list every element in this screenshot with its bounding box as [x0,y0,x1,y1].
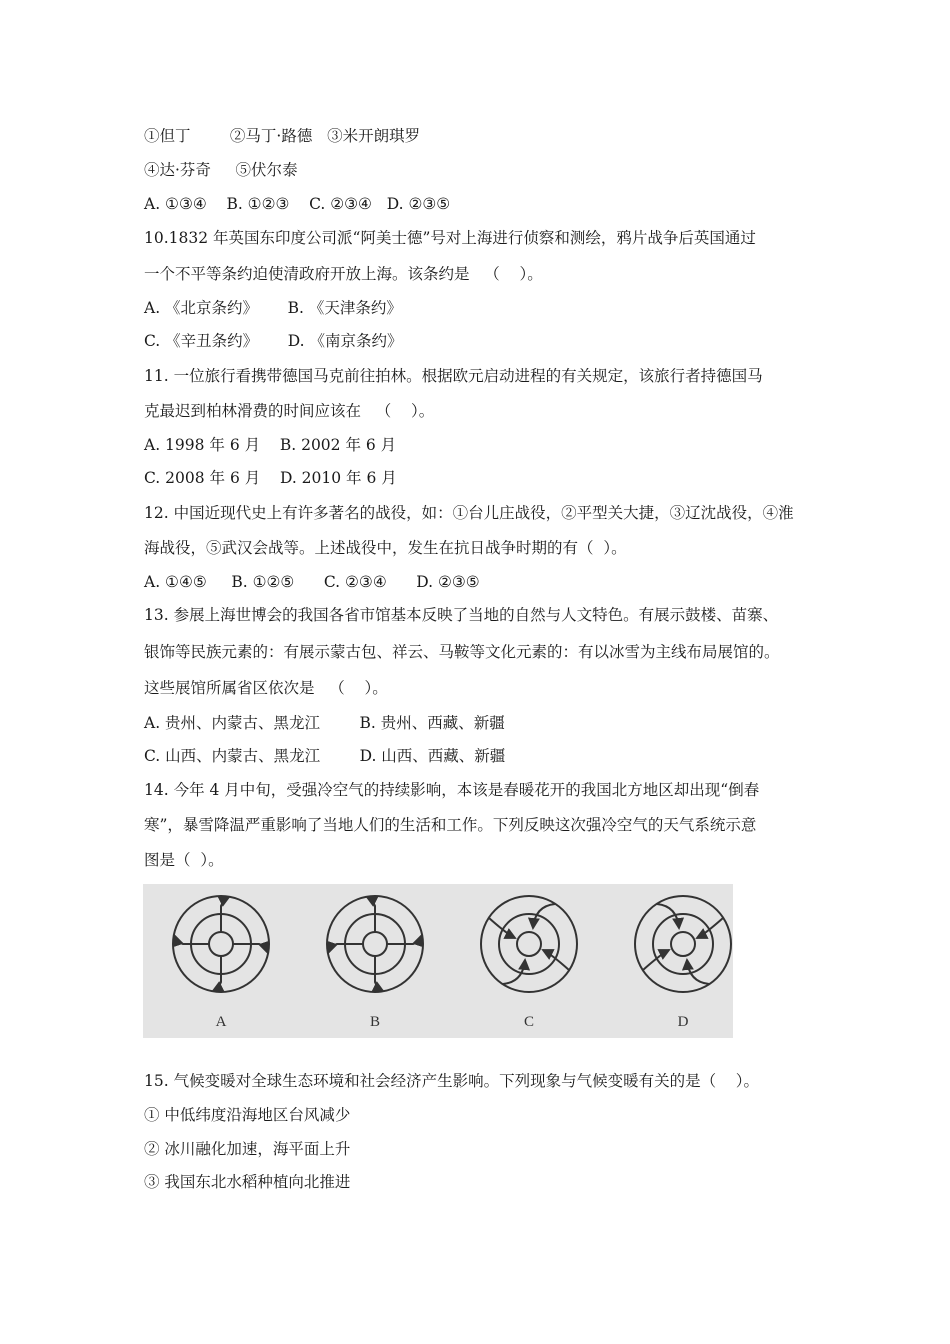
q10-choices-row1: A. 《北京条约》 B. 《天津条约》 [144,299,402,317]
q13-stem-line3: 这些展馆所属省区依次是 （ ）。 [144,679,388,697]
q9-options-line2: ④达·芬奇 ⑤伏尔泰 [144,161,298,179]
q9-choices: A. ①③④ B. ①②③ C. ②③④ D. ②③⑤ [144,195,451,213]
q14-stem-line1: 14. 今年 4 月中旬，受强冷空气的持续影响，本该是春暖花开的我国北方地区却出现“倒春 [144,781,760,799]
q13-stem-line2: 银饰等民族元素的：有展示蒙古包、祥云、马鞍等文化元素的：有以冰雪为主线布局展馆的。 [144,643,780,661]
q13-stem-line1: 13. 参展上海世博会的我国各省市馆基本反映了当地的自然与人文特色。有展示鼓楼、苗寨、 [144,606,779,624]
diagram-d [635,896,731,992]
q11-stem-line1: 11. 一位旅行看携带德国马克前往拍林。根据欧元启动进程的有关规定，该旅行者持德国马 [144,367,763,385]
q10-choices-row2: C. 《辛丑条约》 D. 《南京条约》 [144,332,403,350]
q11-stem-line2: 克最迟到柏林滑费的时间应该在 （ ）。 [144,402,435,420]
q10-stem-line2: 一个不平等条约迫使清政府开放上海。该条约是 （ ）。 [144,265,543,283]
q11-choices-row1: A. 1998 年 6 月 B. 2002 年 6 月 [144,436,397,454]
q14-stem-line3: 图是（ ）。 [144,851,224,869]
diagram-b [327,896,423,992]
q12-stem-line1: 12. 中国近现代史上有许多著名的战役，如：①台儿庄战役，②平型关大捷，③辽沈战役，④淮 [144,504,794,522]
q13-choices-row2: C. 山西、内蒙古、黑龙江 D. 山西、西藏、新疆 [144,747,506,765]
figure-label-d: D [677,1014,689,1030]
q15-item-3: ③ 我国东北水稻种植向北推进 [144,1173,351,1191]
diagram-a [173,896,269,992]
q12-choices: A. ①④⑤ B. ①②⑤ C. ②③④ D. ②③⑤ [144,573,480,591]
figure-label-b: B [369,1014,381,1030]
q14-stem-line2: 寒”，暴雪降温严重影响了当地人们的生活和工作。下列反映这次强冷空气的天气系统示意 [144,816,757,834]
q15-item-2: ② 冰川融化加速，海平面上升 [144,1140,351,1158]
figure-label-c: C [523,1014,535,1030]
q12-stem-line2: 海战役，⑤武汉会战等。上述战役中，发生在抗日战争时期的有（ ）。 [144,539,627,557]
q10-stem-line1: 10.1832 年英国东印度公司派“阿美士德”号对上海进行侦察和测绘，鸦片战争后英国通过 [144,229,756,247]
figure-label-a: A [215,1014,227,1030]
q9-options-line1: ①但丁 ②马丁·路德 ③米开朗琪罗 [144,127,421,145]
q15-item-1: ① 中低纬度沿海地区台风减少 [144,1106,351,1124]
q15-stem: 15. 气候变暖对全球生态环境和社会经济产生影响。下列现象与气候变暖有关的是（ ）。 [144,1072,760,1090]
diagram-c [481,896,577,992]
q11-choices-row2: C. 2008 年 6 月 D. 2010 年 6 月 [144,469,397,487]
weather-system-figure [143,884,733,1038]
q13-choices-row1: A. 贵州、内蒙古、黑龙江 B. 贵州、西藏、新疆 [144,714,505,732]
